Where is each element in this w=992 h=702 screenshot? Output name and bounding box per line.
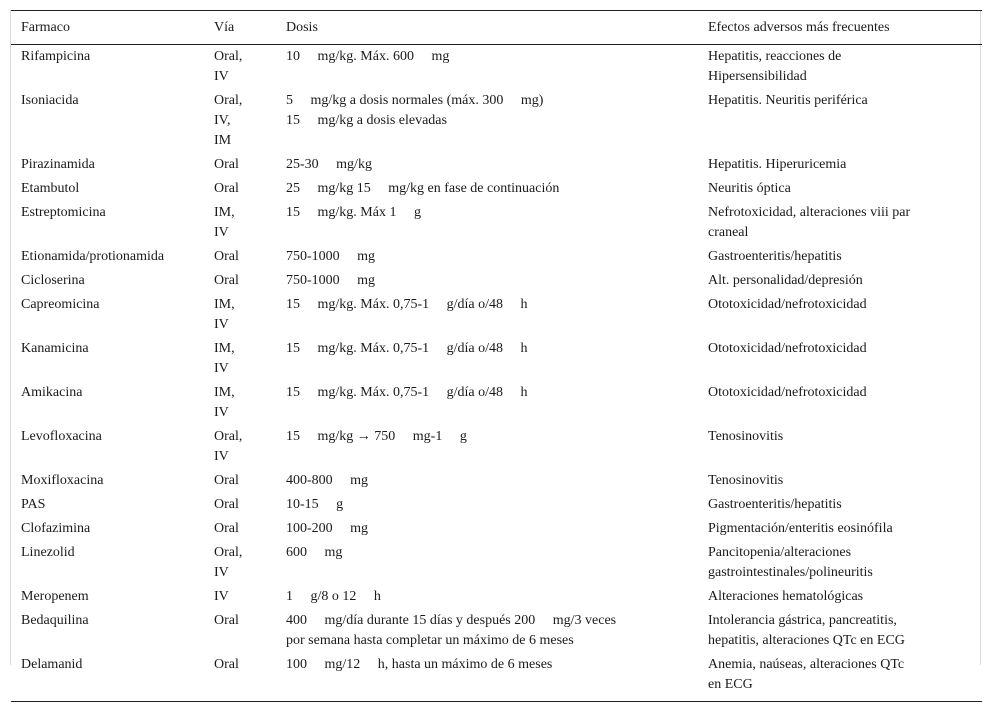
cell-efectos: Alt. personalidad/depresión [708, 273, 863, 288]
table-row [11, 541, 982, 585]
table-row [11, 425, 982, 469]
cell-via: Oral [214, 157, 239, 172]
table-row [11, 653, 982, 702]
cell-via: IM, IV [214, 341, 235, 376]
drug-table [11, 10, 982, 702]
cell-dosis: 15 mg/kg. Máx. 0,75-1 g/día o/48 h [286, 385, 528, 400]
table-row [11, 153, 982, 177]
cell-farmaco: Estreptomicina [21, 205, 106, 220]
cell-farmaco: Cicloserina [21, 273, 85, 288]
cell-via: IM, IV [214, 205, 235, 240]
cell-dosis: 15 mg/kg. Máx 1 g [286, 205, 421, 220]
cell-efectos: Tenosinovitis [708, 429, 784, 444]
header-efectos: Efectos adversos más frecuentes [708, 11, 982, 45]
table-row [11, 381, 982, 425]
cell-via: IM, IV [214, 297, 235, 332]
cell-via: IV [214, 589, 229, 604]
cell-dosis: 750-1000 mg [286, 249, 376, 264]
table-row [11, 201, 982, 245]
cell-dosis: 10 mg/kg. Máx. 600 mg [286, 49, 450, 64]
cell-dosis: 750-1000 mg [286, 273, 376, 288]
cell-farmaco: Bedaquilina [21, 613, 89, 628]
cell-efectos: Tenosinovitis [708, 473, 784, 488]
header-dosis: Dosis [286, 11, 708, 45]
cell-efectos: Pigmentación/enteritis eosinófila [708, 521, 893, 536]
cell-farmaco: Meropenem [21, 589, 89, 604]
cell-dosis: 15 mg/kg. Máx. 0,75-1 g/día o/48 h [286, 297, 528, 312]
cell-dosis: 400-800 mg [286, 473, 369, 488]
cell-efectos: Nefrotoxicidad, alteraciones viii par craneal [708, 205, 911, 240]
table-header-row [11, 11, 982, 45]
cell-farmaco: Delamanid [21, 657, 83, 672]
cell-farmaco: Amikacina [21, 385, 83, 400]
cell-dosis: 400 mg/día durante 15 días y después 200 mg/3 veces por semana hasta completar un máximo de 6 meses [286, 613, 617, 648]
drug-table-container [10, 10, 981, 692]
cell-efectos: Intolerancia gástrica, pancreatitis, hepatitis, alteraciones QTc en ECG [708, 613, 905, 648]
cell-efectos: Ototoxicidad/nefrotoxicidad [708, 297, 867, 312]
cell-dosis: 600 mg [286, 545, 343, 560]
cell-efectos: Anemia, naúseas, alteraciones QTc en ECG [708, 657, 905, 692]
table-row [11, 89, 982, 153]
cell-via: Oral [214, 521, 239, 536]
table-row [11, 269, 982, 293]
table-body [11, 45, 982, 702]
cell-efectos: Pancitopenia/alteraciones gastrointestinales/polineuritis [708, 545, 873, 580]
cell-dosis: 10-15 g [286, 497, 344, 512]
cell-efectos: Ototoxicidad/nefrotoxicidad [708, 385, 867, 400]
cell-dosis: 5 mg/kg a dosis normales (máx. 300 mg) 15 mg/kg a dosis elevadas [286, 93, 544, 128]
table-row [11, 609, 982, 653]
cell-dosis: 25 mg/kg 15 mg/kg en fase de continuación [286, 181, 560, 196]
table-row [11, 469, 982, 493]
cell-via: Oral [214, 497, 239, 512]
table-row [11, 245, 982, 269]
cell-farmaco: Moxifloxacina [21, 473, 104, 488]
cell-via: IM, IV [214, 385, 235, 420]
cell-dosis: 1 g/8 o 12 h [286, 589, 381, 604]
cell-efectos: Hepatitis. Hiperuricemia [708, 157, 847, 172]
cell-farmaco: Isoniacida [21, 93, 79, 108]
header-via: Vía [214, 11, 286, 45]
table-row [11, 293, 982, 337]
cell-farmaco: Pirazinamida [21, 157, 95, 172]
table-row [11, 45, 982, 90]
cell-via: Oral [214, 273, 239, 288]
cell-farmaco: Etionamida/protionamida [21, 249, 165, 264]
cell-via: Oral [214, 473, 239, 488]
cell-efectos: Gastroenteritis/hepatitis [708, 497, 842, 512]
cell-farmaco: Etambutol [21, 181, 80, 196]
cell-dosis: 100 mg/12 h, hasta un máximo de 6 meses [286, 657, 553, 672]
table-row [11, 177, 982, 201]
cell-farmaco: Rifampicina [21, 49, 91, 64]
cell-via: Oral [214, 181, 239, 196]
cell-efectos: Gastroenteritis/hepatitis [708, 249, 842, 264]
cell-dosis: 15 mg/kg. Máx. 0,75-1 g/día o/48 h [286, 341, 528, 356]
table-row [11, 337, 982, 381]
cell-farmaco: Capreomicina [21, 297, 100, 312]
cell-via: Oral, IV, IM [214, 93, 243, 148]
cell-farmaco: Linezolid [21, 545, 75, 560]
cell-efectos: Alteraciones hematológicas [708, 589, 864, 604]
cell-via: Oral, IV [214, 429, 243, 464]
cell-dosis: 15 mg/kg → 750 mg-1 g [286, 429, 467, 444]
table-row [11, 585, 982, 609]
cell-via: Oral, IV [214, 49, 243, 84]
cell-via: Oral [214, 613, 239, 628]
header-farmaco: Farmaco [11, 11, 214, 45]
table-row [11, 517, 982, 541]
cell-dosis: 100-200 mg [286, 521, 369, 536]
cell-efectos: Hepatitis. Neuritis periférica [708, 93, 868, 108]
cell-farmaco: Levofloxacina [21, 429, 102, 444]
cell-via: Oral, IV [214, 545, 243, 580]
cell-efectos: Ototoxicidad/nefrotoxicidad [708, 341, 867, 356]
cell-via: Oral [214, 657, 239, 672]
cell-farmaco: Kanamicina [21, 341, 89, 356]
table-row [11, 493, 982, 517]
cell-farmaco: PAS [21, 497, 46, 512]
cell-efectos: Hepatitis, reacciones de Hipersensibilidad [708, 49, 842, 84]
cell-efectos: Neuritis óptica [708, 181, 791, 196]
cell-via: Oral [214, 249, 239, 264]
cell-farmaco: Clofazimina [21, 521, 91, 536]
cell-dosis: 25-30 mg/kg [286, 157, 372, 172]
